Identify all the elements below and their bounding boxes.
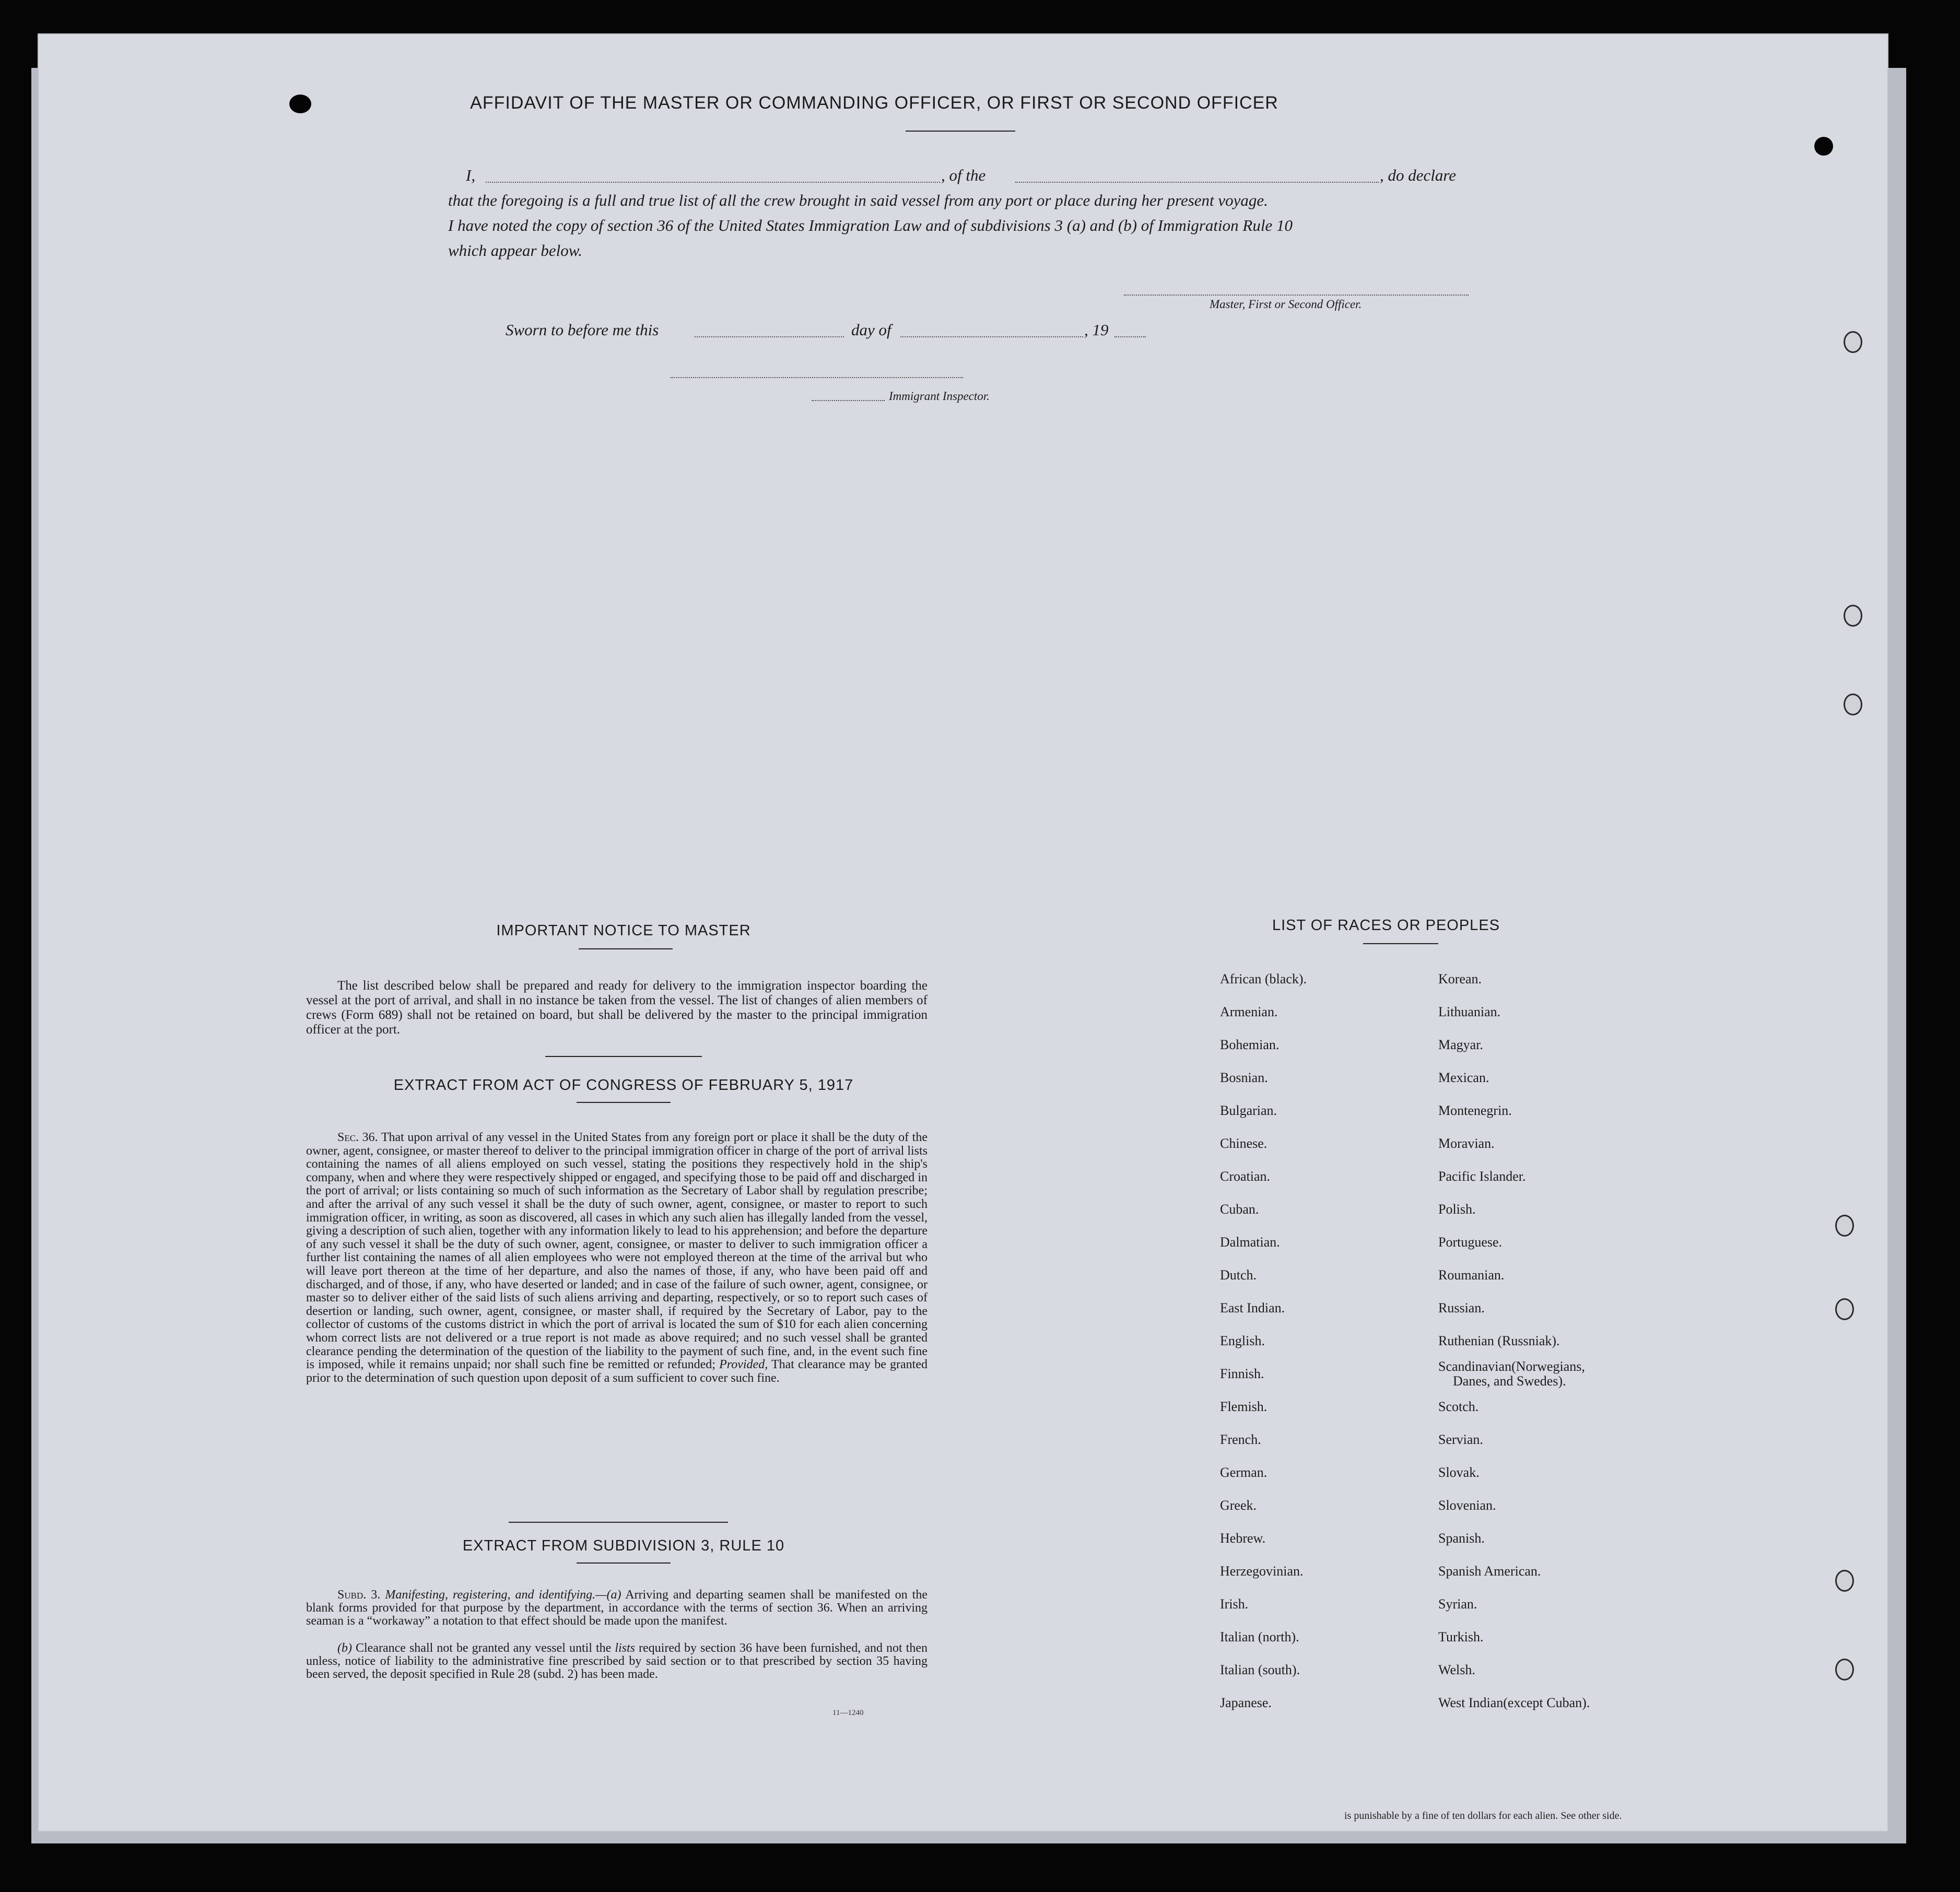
sworn-day-of: day of [851, 321, 891, 339]
race-left-item: Hebrew. [1220, 1531, 1266, 1546]
race-right-item: Slovenian. [1438, 1498, 1496, 1513]
affidavit-line-4: which appear below. [448, 241, 582, 260]
race-right-item: Scotch. [1438, 1399, 1479, 1414]
footer-note: is punishable by a fine of ten dollars for each alien. See other side. [1344, 1810, 1622, 1822]
divider [577, 1562, 671, 1564]
race-right-item: Servian. [1438, 1432, 1483, 1447]
race-left-item: Italian (north). [1220, 1629, 1299, 1644]
race-right-item: Welsh. [1438, 1662, 1475, 1677]
race-right-item-cont: Danes, and Swedes). [1453, 1373, 1566, 1389]
race-right-item: Slovak. [1438, 1465, 1480, 1480]
master-signature-line[interactable] [1124, 295, 1469, 296]
race-left-item: Bohemian. [1220, 1037, 1280, 1052]
divider [545, 1056, 702, 1057]
race-left-item: Japanese. [1220, 1695, 1272, 1710]
divider [1363, 943, 1438, 944]
divider [579, 948, 673, 949]
act-body [306, 1131, 928, 1385]
rule10-para-b-1: Clearance shall not be granted any vessel until the [356, 1641, 612, 1655]
race-left-item: Finnish. [1220, 1366, 1264, 1381]
binder-ring [1835, 1298, 1854, 1320]
act-sec-label: Sec. 36. [337, 1131, 378, 1144]
race-left-item: Croatian. [1220, 1169, 1271, 1184]
master-signature-label: Master, First or Second Officer. [1210, 298, 1362, 311]
race-right-item: Turkish. [1438, 1629, 1484, 1644]
affidavit-title: AFFIDAVIT OF THE MASTER OR COMMANDING OFFICER, OR FIRST OR SECOND OFFICER [470, 93, 1278, 113]
notice-body: The list described below shall be prepared and ready for delivery to the immigration inspector boarding the vessel at the port of arrival, and shall in no instance be taken from the vessel. The list of changes of alien members of crews (Form 689) shall not be retained on board, but shall be delivered by the master to the principal immigration officer at the port. [306, 979, 928, 1037]
race-right-item: Mexican. [1438, 1070, 1489, 1085]
binder-ring [1835, 1570, 1854, 1592]
race-right-item: Moravian. [1438, 1136, 1495, 1151]
affidavit-declare: , do declare [1380, 166, 1457, 184]
punch-hole [1814, 137, 1833, 156]
race-left-item: East Indian. [1220, 1300, 1285, 1315]
inspector-label: Immigrant Inspector. [889, 390, 990, 403]
rule10-subd-heading: Manifesting, registering, and identifying.—(a) [385, 1588, 621, 1602]
affidavit-line-2: that the foregoing is a full and true list of all the crew brought in said vessel from any port or place during her present voyage. [448, 191, 1268, 209]
race-right-item: West Indian(except Cuban). [1438, 1695, 1590, 1710]
month-blank[interactable] [900, 336, 1083, 337]
race-right-item: Lithuanian. [1438, 1004, 1501, 1019]
race-right-item: Montenegrin. [1438, 1103, 1512, 1118]
rule10-para-a [306, 1589, 928, 1628]
binder-ring [1835, 1215, 1854, 1237]
day-blank[interactable] [695, 336, 844, 337]
sworn-year: , 19 [1084, 321, 1109, 339]
binder-ring [1835, 1659, 1854, 1681]
race-left-item: Dalmatian. [1220, 1235, 1280, 1250]
divider [509, 1522, 728, 1523]
race-left-item: Irish. [1220, 1596, 1249, 1612]
race-left-item: Bulgarian. [1220, 1103, 1277, 1118]
inspector-dots [812, 400, 885, 401]
race-right-item: Russian. [1438, 1300, 1485, 1315]
binder-ring [1844, 605, 1862, 627]
act-title: EXTRACT FROM ACT OF CONGRESS OF FEBRUARY 5, 1917 [393, 1077, 854, 1094]
race-left-item: Greek. [1220, 1498, 1257, 1513]
race-left-item: Armenian. [1220, 1004, 1278, 1019]
race-left-item: French. [1220, 1432, 1261, 1447]
rule10-title: EXTRACT FROM SUBDIVISION 3, RULE 10 [462, 1537, 785, 1554]
rule10-para-b-2: required by section 36 have been furnished, and not then unless, notice of liability to the administrative fine prescribed by said section or to that prescribed by section 35 having been served, the deposit specified in Rule 28 (subd. 2) has been made. [306, 1641, 928, 1681]
race-right-item: Scandinavian(Norwegians, [1438, 1359, 1585, 1374]
race-left-item: Chinese. [1220, 1136, 1267, 1151]
act-text: That upon arrival of any vessel in the United States from any foreign port or place it shall be the duty of the owner, agent, consignee, or master thereof to deliver to the principal immigration officer in charge of the port of arrival lists containing the names of all aliens employed on such vessel, stating the positions they respectively hold in the ship's company, when and where they were respectively shipped or engaged, and specifying those to be paid off and discharged in the port of arrival; or lists containing so much of such information as the Secretary of Labor shall by regulation prescribe; and after the arrival of any such vessel it shall be the duty of such owner, agent, consignee, or master to report to such immigration officer, in writing, as soon as discovered, all cases in which any such alien has illegally landed from the vessel, giving a description of such alien, together with any information likely to lead to his apprehension; and before the departure of any such vessel it shall be the duty of such owner, agent, consignee, or master to deliver to such immigration officer a further list containing the names of all alien employees who were not employed thereon at the time of the arrival but who will leave port thereon at the time of her departure, and also the names of those, if any, who have been paid off and discharged, and of those, if any, who have deserted or landed; and in case of the failure of such owner, agent, consignee, or master so to deliver either of the said lists of such aliens arriving and departing, respectively, or so to report such cases of desertion or landing, such owner, agent, consignee, or master shall, if required by the Secretary of Labor, pay to the collector of customs of the customs district in which the port of arrival is located the sum of $10 for each alien concerning whom correct lists are not delivered or a true report is not made as above required; and no such vessel shall be granted clearance pending the determination of the question of the liability to the payment of such fine, and, in the event such fine is imposed, while it remains unpaid; nor shall such fine be remitted or refunded; [306, 1131, 928, 1372]
race-right-item: Korean. [1438, 971, 1482, 986]
name-blank[interactable] [486, 182, 940, 183]
document-page [39, 34, 1887, 1831]
race-right-item: Roumanian. [1438, 1267, 1505, 1283]
act-provided-label: Provided, [719, 1358, 768, 1372]
inspector-signature-line[interactable] [671, 377, 963, 378]
rule10-para-a-text: Arriving and departing seamen shall be manifested on the blank forms provided for that purpose by the department, in accordance with the terms of section 36. When an arriving seaman is a “workaway” a notation to that effect should be made upon the manifest. [306, 1588, 928, 1628]
race-right-item: Spanish American. [1438, 1564, 1541, 1579]
race-left-item: English. [1220, 1333, 1265, 1348]
form-number: 11—1240 [832, 1709, 864, 1717]
affidavit-of-the: , of the [941, 166, 986, 184]
race-right-item: Pacific Islander. [1438, 1169, 1526, 1184]
races-title: LIST OF RACES OR PEOPLES [1272, 917, 1500, 934]
notice-title: IMPORTANT NOTICE TO MASTER [496, 922, 751, 939]
divider [906, 131, 1015, 132]
divider [577, 1102, 671, 1103]
binder-ring [1844, 331, 1862, 353]
affidavit-i: I, [466, 166, 476, 184]
vessel-blank[interactable] [1015, 182, 1379, 183]
binder-ring [1844, 694, 1862, 715]
race-left-item: Italian (south). [1220, 1662, 1300, 1677]
race-right-item: Ruthenian (Russniak). [1438, 1333, 1560, 1348]
race-right-item: Polish. [1438, 1202, 1476, 1217]
race-left-item: African (black). [1220, 971, 1307, 986]
bleed-through [1449, 97, 1458, 115]
rule10-para-b-lists: lists [615, 1641, 635, 1655]
race-right-item: Portuguese. [1438, 1235, 1503, 1250]
act-provided-text: That clearance may be granted prior to the determination of such question upon deposit of a sum sufficient to cover such fine. [306, 1358, 928, 1385]
race-left-item: Flemish. [1220, 1399, 1267, 1414]
sworn-prefix: Sworn to before me this [506, 321, 659, 339]
race-left-item: Bosnian. [1220, 1070, 1268, 1085]
race-right-item: Magyar. [1438, 1037, 1483, 1052]
affidavit-line-3: I have noted the copy of section 36 of the United States Immigration Law and of subdivisions 3 (a) and (b) of Immigration Rule 10 [448, 216, 1293, 234]
race-left-item: Dutch. [1220, 1267, 1257, 1283]
race-left-item: Herzegovinian. [1220, 1564, 1304, 1579]
rule10-para-b [306, 1642, 928, 1681]
year-blank[interactable] [1114, 336, 1146, 337]
rule10-para-b-label: (b) [337, 1641, 352, 1655]
rule10-subd-label: Subd. 3. [337, 1588, 381, 1602]
race-right-item: Syrian. [1438, 1596, 1477, 1612]
race-left-item: Cuban. [1220, 1202, 1259, 1217]
race-left-item: German. [1220, 1465, 1267, 1480]
race-right-item: Spanish. [1438, 1531, 1485, 1546]
